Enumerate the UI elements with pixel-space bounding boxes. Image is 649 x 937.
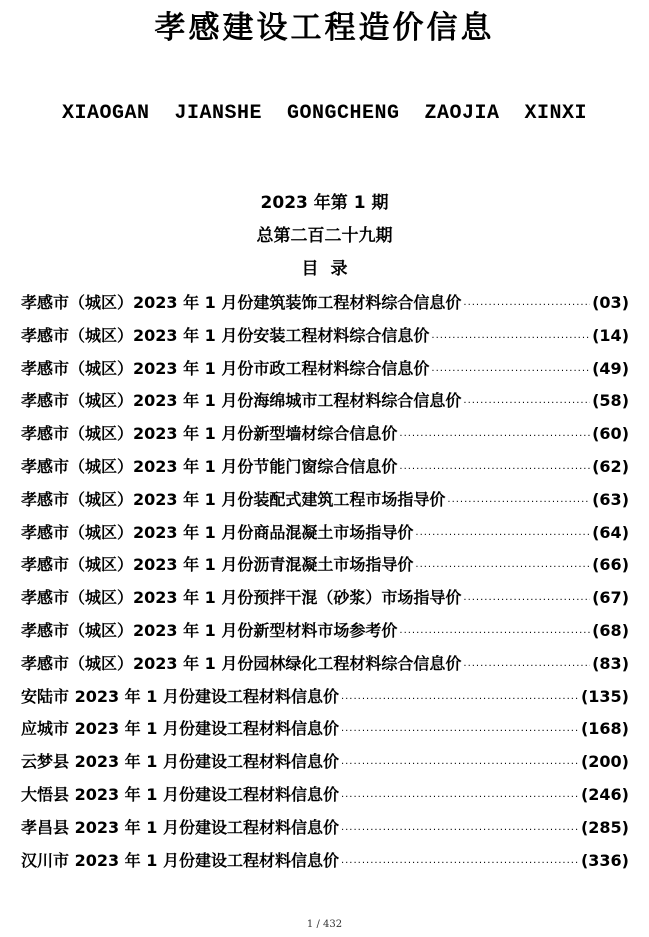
toc-leader-dots	[463, 290, 590, 320]
toc-item-page: (60)	[592, 424, 629, 444]
toc-item-title: 孝感市（城区）2023 年 1 月份新型材料市场参考价	[21, 620, 398, 640]
toc-leader-dots	[399, 454, 590, 484]
toc-item-title: 汉川市 2023 年 1 月份建设工程材料信息价	[21, 850, 339, 870]
toc-item[interactable]	[21, 320, 629, 353]
toc-item-title: 孝感市（城区）2023 年 1 月份装配式建筑工程市场指导价	[21, 489, 446, 509]
toc-item-page: (246)	[580, 784, 629, 804]
toc-leader-dots	[463, 651, 590, 681]
toc-item-title: 孝昌县 2023 年 1 月份建设工程材料信息价	[21, 817, 339, 837]
toc-item-page: (200)	[580, 752, 629, 772]
toc-item-title: 孝感市（城区）2023 年 1 月份园林绿化工程材料综合信息价	[21, 653, 462, 673]
toc-leader-dots	[463, 388, 590, 418]
toc-leader-dots	[341, 749, 579, 779]
toc-item[interactable]	[21, 615, 629, 648]
toc-item-title: 孝感市（城区）2023 年 1 月份沥青混凝土市场指导价	[21, 555, 414, 575]
toc-item-page: (64)	[592, 522, 629, 542]
toc-item-page: (336)	[580, 850, 629, 870]
toc-item-page: (49)	[592, 358, 629, 378]
toc-leader-dots	[399, 618, 590, 648]
toc-item[interactable]	[21, 353, 629, 386]
toc-item-title: 孝感市（城区）2023 年 1 月份海绵城市工程材料综合信息价	[21, 391, 462, 411]
toc-item-page: (83)	[592, 653, 629, 673]
toc-item-title: 孝感市（城区）2023 年 1 月份节能门窗综合信息价	[21, 456, 398, 476]
toc-item-page: (14)	[592, 325, 629, 345]
page-indicator: 1 / 432	[306, 919, 343, 930]
toc-item-page: (67)	[592, 588, 629, 608]
issue-number: 2023 年第 1 期	[260, 193, 389, 213]
toc-item[interactable]	[21, 845, 629, 878]
toc-item[interactable]	[21, 418, 629, 451]
toc-item-page: (66)	[592, 555, 629, 575]
toc-item[interactable]	[21, 549, 629, 582]
toc-item-title: 孝感市（城区）2023 年 1 月份新型墙材综合信息价	[21, 424, 398, 444]
toc-item-title: 孝感市（城区）2023 年 1 月份市政工程材料综合信息价	[21, 358, 430, 378]
toc-item[interactable]	[21, 582, 629, 615]
toc-item-page: (168)	[580, 719, 629, 739]
toc-leader-dots	[447, 487, 590, 517]
toc-item[interactable]	[21, 385, 629, 418]
toc-item-title: 孝感市（城区）2023 年 1 月份安装工程材料综合信息价	[21, 325, 430, 345]
toc-item[interactable]	[21, 779, 629, 812]
toc-item-page: (285)	[580, 817, 629, 837]
toc-leader-dots	[341, 848, 579, 878]
toc-item-title: 孝感市（城区）2023 年 1 月份商品混凝土市场指导价	[21, 522, 414, 542]
toc-item[interactable]	[21, 746, 629, 779]
toc-item-title: 孝感市（城区）2023 年 1 月份预拌干混（砂浆）市场指导价	[21, 588, 462, 608]
toc-leader-dots	[341, 684, 579, 714]
toc-leader-dots	[431, 323, 590, 353]
toc-item-page: (58)	[592, 391, 629, 411]
toc-item[interactable]	[21, 681, 629, 714]
toc-item-title: 大悟县 2023 年 1 月份建设工程材料信息价	[21, 784, 339, 804]
toc-item-page: (135)	[580, 686, 629, 706]
toc-leader-dots	[415, 552, 590, 582]
issue-total: 总第二百二十九期	[256, 226, 393, 246]
document-subtitle: XIAOGAN JIANSHE GONGCHENG ZAOJIA XINXI	[61, 102, 588, 125]
toc-item-title: 孝感市（城区）2023 年 1 月份建筑装饰工程材料综合信息价	[21, 293, 462, 312]
toc-leader-dots	[431, 356, 590, 386]
toc-item[interactable]	[21, 812, 629, 845]
table-of-contents	[21, 287, 629, 877]
toc-item[interactable]	[21, 517, 629, 550]
toc-item[interactable]	[21, 451, 629, 484]
toc-leader-dots	[463, 585, 590, 615]
toc-leader-dots	[341, 782, 579, 812]
toc-leader-dots	[415, 520, 590, 550]
toc-item-page: (68)	[592, 620, 629, 640]
toc-item[interactable]	[21, 713, 629, 746]
toc-item[interactable]	[21, 484, 629, 517]
toc-item-page: (63)	[592, 489, 629, 509]
toc-item-title: 安陆市 2023 年 1 月份建设工程材料信息价	[21, 686, 339, 706]
document-title: 孝感建设工程造价信息	[154, 10, 495, 46]
toc-item[interactable]	[21, 648, 629, 681]
toc-heading: 目录	[301, 259, 360, 279]
toc-leader-dots	[341, 716, 579, 746]
toc-leader-dots	[399, 421, 590, 451]
toc-leader-dots	[341, 815, 579, 845]
toc-item-title: 云梦县 2023 年 1 月份建设工程材料信息价	[21, 752, 339, 772]
toc-item-page: (62)	[592, 456, 629, 476]
toc-item-page: (03)	[592, 293, 629, 312]
toc-item[interactable]	[21, 287, 629, 320]
toc-item-title: 应城市 2023 年 1 月份建设工程材料信息价	[21, 719, 339, 739]
